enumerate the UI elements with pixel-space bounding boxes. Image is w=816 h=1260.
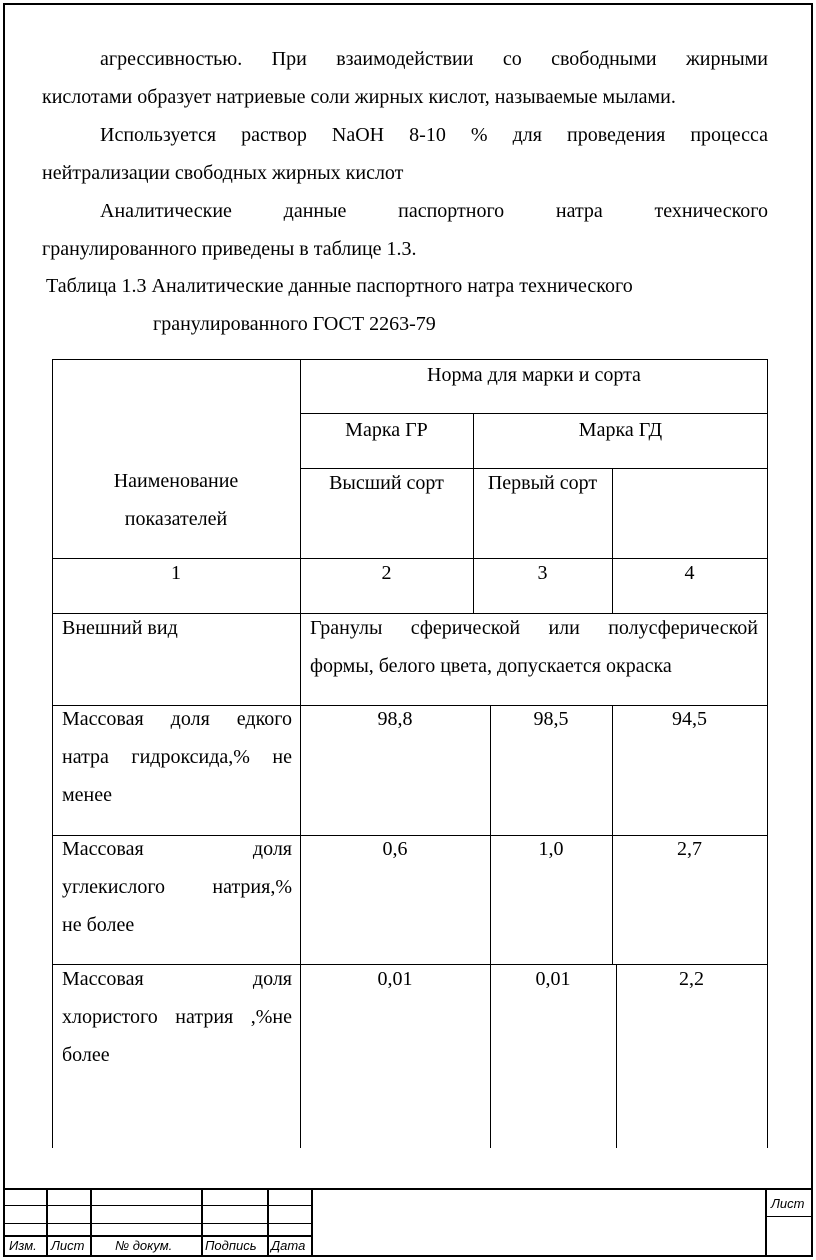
- stamp-sheet: Лист: [771, 1196, 805, 1211]
- header-indicator-line-1: Наименование: [113, 470, 239, 492]
- header-grade-top: Высший сорт: [329, 472, 444, 494]
- appearance-name: Внешний вид: [62, 617, 178, 639]
- row-naoh-value-first: 98,5: [533, 708, 569, 730]
- table-caption-line-1: Таблица 1.3 Аналитические данные паспортного натра технического: [46, 275, 633, 297]
- paragraph-2-line-1: Используется раствор NaOH 8-10 % для проведения процесса: [100, 124, 768, 146]
- appearance-value-line-2: формы, белого цвета, допускается окраска: [310, 655, 672, 677]
- stamp-doc-no: № докум.: [115, 1238, 173, 1253]
- col-number-3: 3: [537, 562, 548, 584]
- header-indicator-line-2: показателей: [124, 508, 228, 530]
- table-caption-line-2: гранулированного ГОСТ 2263-79: [153, 313, 436, 335]
- row-naoh-name-line-3: менее: [62, 784, 112, 806]
- title-block: [5, 1188, 811, 1255]
- row-carbonate-name-line-3: не более: [62, 914, 135, 936]
- row-chloride-name-line-3: более: [62, 1044, 110, 1066]
- row-carbonate-name-line-2: углекислого натрия,%: [62, 876, 292, 898]
- row-naoh-name-line-2: натра гидроксида,% не: [62, 746, 292, 768]
- stamp-list: Лист: [51, 1238, 85, 1253]
- stamp-date: Дата: [271, 1238, 306, 1253]
- paragraph-1-line-1: агрессивностью. При взаимодействии со свободными жирными: [100, 48, 768, 70]
- row-naoh-value-top: 98,8: [377, 708, 413, 730]
- row-chloride-value-top: 0,01: [377, 968, 413, 990]
- header-norm: Норма для марки и сорта: [427, 364, 641, 386]
- row-carbonate-value-first: 1,0: [538, 838, 564, 860]
- paragraph-3-line-1: Аналитические данные паспортного натра технического: [100, 200, 768, 222]
- paragraph-1-line-2: кислотами образует натриевые соли жирных кислот, называемые мылами.: [42, 86, 676, 108]
- row-carbonate-name-line-1: Массовая доля: [62, 838, 292, 860]
- col-number-1: 1: [171, 562, 181, 584]
- header-grade-first: Первый сорт: [487, 472, 598, 494]
- header-brand-gd: Марка ГД: [578, 419, 663, 441]
- row-chloride-value-first: 0,01: [535, 968, 571, 990]
- col-number-4: 4: [684, 562, 695, 584]
- row-carbonate-value-gd: 2,7: [677, 838, 702, 860]
- row-naoh-value-gd: 94,5: [672, 708, 707, 730]
- appearance-value-line-1: Гранулы сферической или полусферической: [310, 617, 758, 639]
- stamp-izm: Изм.: [9, 1238, 37, 1253]
- paragraph-2-line-2: нейтрализации свободных жирных кислот: [42, 162, 404, 184]
- row-naoh-name-line-1: Массовая доля едкого: [62, 708, 292, 730]
- stamp-signature: Подпись: [205, 1238, 257, 1253]
- header-brand-gr: Марка ГР: [345, 419, 428, 441]
- row-chloride-value-gd: 2,2: [679, 968, 704, 990]
- paragraph-3-line-2: гранулированного приведены в таблице 1.3.: [42, 238, 417, 260]
- row-chloride-name-line-2: хлористого натрия ,%не: [62, 1006, 292, 1028]
- row-carbonate-value-top: 0,6: [382, 838, 408, 860]
- row-chloride-name-line-1: Массовая доля: [62, 968, 292, 990]
- col-number-2: 2: [381, 562, 392, 584]
